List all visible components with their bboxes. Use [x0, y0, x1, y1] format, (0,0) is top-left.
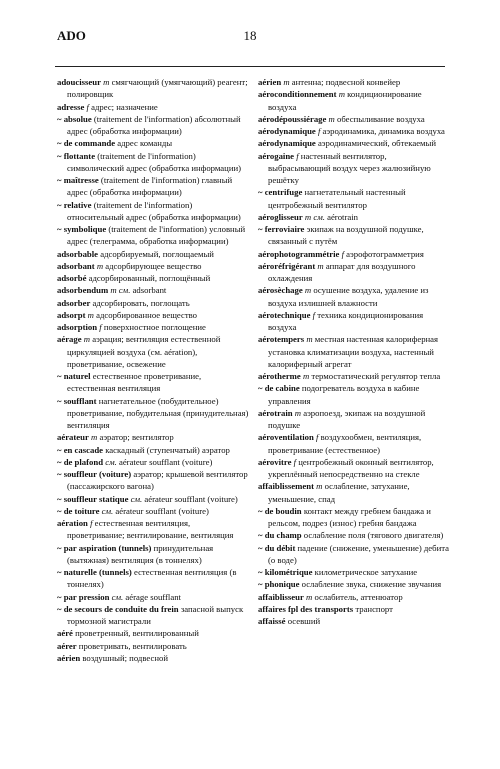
entry-translation: воздухообмен, вентиляция, проветривание (естественное) [268, 432, 422, 455]
entry-headword: ~ naturelle (tunnels) [57, 567, 132, 577]
entry-headword: ~ de plafond [57, 456, 104, 467]
dictionary-entry [258, 150, 450, 187]
entry-translation: ослабление поля (тягового двигателя) [303, 530, 444, 541]
entry-grammar: m [83, 334, 91, 345]
dictionary-entry [258, 333, 450, 370]
entry-headword: aérage [57, 334, 82, 345]
entry-headword: aérien [258, 77, 282, 87]
dictionary-entry [57, 284, 249, 296]
entry-headword: aérotempers [258, 334, 305, 345]
entry-translation: (traitement de l'information) абсолютный адрес (обработка информации) [67, 113, 241, 136]
entry-grammar: f [86, 101, 89, 112]
entry-headword: adsorbable [57, 248, 99, 259]
dictionary-entry [258, 370, 450, 382]
entry-translation: аэродинамический, обтекаемый [317, 138, 437, 149]
entry-headword: ~ de boudin [258, 505, 302, 516]
entry-translation: аэропоезд, экипаж на воздушной подушке [268, 407, 426, 430]
entry-translation: aérateur soufflant (voiture) [118, 456, 213, 467]
entry-translation: ослабитель, аттенюатор [314, 591, 403, 602]
entry-translation: проветренный, вентилированный [75, 628, 199, 639]
dictionary-entry [57, 370, 249, 395]
dictionary-entry [258, 615, 450, 627]
entry-grammar: f [293, 456, 297, 467]
entry-grammar: f [90, 518, 93, 528]
entry-headword: aéré [57, 628, 73, 639]
dictionary-entry [258, 578, 450, 590]
entry-headword: ~ soufflant [57, 395, 97, 406]
entry-translation: осушение воздуха, удаление из воздуха излишней влажности [268, 285, 429, 308]
entry-headword: ~ relative [57, 199, 92, 210]
entry-headword: aérien [57, 652, 81, 663]
entry-translation: aérateur soufflant (voiture) [144, 493, 238, 504]
dictionary-entry [258, 382, 450, 407]
page-number: 18 [243, 28, 257, 43]
entry-headword: aérotechnique [258, 309, 311, 320]
entry-headword: adsorbant [57, 260, 95, 271]
entry-translation: (traitement de l'information) главный адрес (обработка информации) [67, 175, 233, 198]
dictionary-entry [258, 284, 450, 309]
dictionary-entry [57, 627, 249, 639]
entry-headword: ~ de cabine [258, 383, 300, 394]
dictionary-entry [258, 456, 450, 481]
entry-headword: adresse [57, 101, 85, 112]
entry-headword: adsorber [57, 297, 91, 308]
entry-translation: нагнетательный настенный центробежный вентилятор [268, 187, 406, 210]
entry-grammar: m [91, 432, 98, 443]
entry-translation: техника кондиционирования воздуха [268, 309, 424, 332]
entry-translation: естественное проветривание, естественная вентиляция [67, 371, 202, 394]
entry-translation: смягчающий (умягчающий) реагент; полировщик [67, 77, 248, 100]
dictionary-entry [258, 186, 450, 211]
dictionary-entry [258, 431, 450, 456]
entry-translation: (traitement de l'information) относительный адрес (обработка информации) [67, 199, 241, 222]
entry-translation: aérage soufflant [125, 591, 181, 602]
entry-translation: аэрофотограмметрия [346, 248, 424, 259]
entry-grammar: см. [111, 591, 124, 602]
entry-headword: aérodynamique [258, 138, 316, 149]
entry-translation: aérateur soufflant (voiture) [115, 505, 209, 516]
entry-grammar: m [338, 89, 345, 100]
entry-headword: affaiblissement [258, 481, 314, 492]
dictionary-entry [258, 566, 450, 578]
entry-translation: адсорбировать, поглощать [92, 297, 190, 308]
dictionary-entry [258, 603, 450, 615]
entry-headword: ~ naturel [57, 371, 91, 381]
entry-headword: aérer [57, 640, 77, 651]
dictionary-entry [57, 444, 249, 456]
entry-translation: (traitement de l'information) символический адрес (обработка информации) [67, 150, 242, 173]
dictionary-entry [258, 137, 450, 149]
entry-translation: падение (снижение, уменьшение) дебита (о воде) [268, 542, 449, 565]
dictionary-entry [57, 309, 249, 321]
entry-headword: aérateur [57, 432, 89, 443]
dictionary-entry [57, 603, 249, 628]
dictionary-entry [258, 248, 450, 260]
dictionary-entry [57, 321, 249, 333]
entry-headword: ~ du champ [258, 530, 302, 541]
entry-headword: aéroglisseur [258, 211, 303, 222]
entry-translation: осевший [287, 616, 321, 626]
entry-translation: поверхностное поглощение [103, 322, 206, 332]
entry-headword: aération [57, 518, 88, 528]
entry-grammar: см. [130, 493, 143, 504]
entry-headword: aérovitre [258, 456, 292, 467]
entry-headword: aérosèchage [258, 285, 303, 296]
entry-translation: adsorbant [132, 285, 167, 296]
entry-headword: adsorbé [57, 273, 87, 283]
entry-headword: aérophotogrammétrie [258, 248, 340, 259]
entry-headword: aérotrain [258, 407, 293, 418]
entry-translation: антенна; подвесной конвейер [291, 77, 401, 87]
dictionary-entry [57, 137, 249, 149]
dictionary-entry [57, 566, 249, 591]
entry-translation: аэрация; вентиляция естественной циркуляцией воздуха (см. aération), проветривание, освежение [67, 334, 221, 369]
entry-grammar: см. [105, 456, 117, 467]
entry-headword: ~ kilométrique [258, 567, 313, 577]
dictionary-entry [258, 125, 450, 137]
entry-headword: ~ en cascade [57, 444, 104, 455]
entry-headword: adsorption [57, 322, 98, 332]
guide-word: ADO [57, 28, 86, 43]
entry-headword: adoucisseur [57, 77, 101, 87]
entry-headword: aérodépoussiérage [258, 113, 327, 124]
dictionary-entry [57, 272, 249, 284]
entry-headword: ~ par pression [57, 591, 110, 602]
dictionary-entry [57, 150, 249, 175]
entry-grammar: m [302, 371, 310, 381]
entry-headword: aéroconditionnement [258, 89, 337, 100]
entry-headword: adsorbendum [57, 285, 109, 296]
entry-translation: адрес; назначение [91, 101, 158, 112]
entry-translation: ослабление звука, снижение звучания [301, 579, 442, 590]
entry-translation: запасной выпуск тормозной магистрали [67, 603, 244, 626]
right-column [258, 76, 450, 627]
dictionary-entry [57, 456, 249, 468]
entry-translation: каскадный (ступенчатый) аэратор [105, 444, 230, 455]
entry-grammar: см. [101, 505, 114, 516]
entry-translation: местная настенная калориферная установка климатизации воздуха, настенный калориферный агрегат [268, 334, 439, 369]
entry-headword: ~ par aspiration (tunnels) [57, 542, 152, 553]
entry-translation: ослабление, затухание, уменьшение, спад [268, 481, 410, 504]
entry-translation: адсорбируемый, поглощаемый [100, 248, 214, 259]
dictionary-entry [57, 395, 249, 432]
dictionary-entry [57, 333, 249, 370]
dictionary-entry [258, 309, 450, 334]
entry-grammar: m [294, 407, 302, 418]
entry-grammar: m [304, 285, 312, 296]
entry-translation: аэратор; крышевой вентилятор (пассажирского вагона) [67, 469, 248, 492]
entry-headword: aérotherme [258, 371, 301, 381]
entry-headword: ~ ferroviaire [258, 224, 305, 234]
page-header [55, 28, 445, 46]
entry-grammar: m [283, 77, 290, 87]
dictionary-entry [57, 542, 249, 567]
entry-translation: воздушный; подвесной [82, 652, 168, 663]
dictionary-entry [57, 493, 249, 505]
entry-translation: естественная вентиляция (в тоннелях) [67, 567, 237, 590]
dictionary-entry [57, 652, 249, 664]
entry-headword: ~ souffleur statique [57, 493, 129, 504]
dictionary-entry [57, 174, 249, 199]
entry-translation: адсорбированный, поглощённый [88, 273, 211, 283]
entry-headword: ~ symbolique [57, 224, 107, 234]
entry-grammar: m [306, 591, 313, 602]
entry-grammar: m [306, 334, 313, 345]
entry-translation: экипаж на воздушной подушке, связанный с путём [268, 224, 424, 247]
entry-headword: ~ maîtresse [57, 175, 99, 185]
entry-headword: aéroventilation [258, 432, 314, 443]
left-column [57, 76, 249, 664]
entry-translation: адсорбирующее вещество [105, 260, 202, 271]
entry-headword: ~ flottante [57, 150, 96, 161]
dictionary-entry [57, 640, 249, 652]
entry-headword: ~ souffleur (voiture) [57, 469, 132, 479]
entry-headword: aéroréfrigérant [258, 260, 316, 271]
entry-grammar: f [296, 150, 299, 161]
entry-headword: affaissé [258, 616, 286, 626]
entry-grammar: f [317, 126, 321, 136]
entry-translation: адсорбированное вещество [96, 309, 198, 320]
dictionary-entry [258, 542, 450, 567]
dictionary-entry [57, 248, 249, 260]
entry-headword: ~ de secours de conduite du frein [57, 603, 179, 614]
entry-translation: естественная вентиляция, проветривание; вентилирование, вентиляция [67, 518, 234, 541]
entry-translation: aérotrain [327, 211, 358, 222]
entry-grammar: m [103, 77, 110, 87]
entry-translation: настенный вентилятор, выбрасывающий воздух через жалюзийную решётку [268, 150, 431, 185]
entry-grammar: m [96, 260, 104, 271]
dictionary-entry [57, 297, 249, 309]
entry-translation: аэратор; вентилятор [99, 432, 174, 443]
entry-translation: нагнетательное (побудительное) проветривание, побудительная (принудительная) вентиляция [67, 395, 249, 430]
entry-translation: термостатический регулятор тепла [311, 371, 441, 381]
header-rule [55, 66, 445, 67]
dictionary-entry [57, 517, 249, 542]
dictionary-entry [258, 211, 450, 223]
entry-grammar: m [328, 113, 335, 124]
entry-translation: адрес команды [117, 138, 173, 149]
entry-translation: центробежный оконный вентилятор, укреплённый непосредственно на стекле [268, 456, 434, 479]
entry-headword: ~ du débit [258, 542, 296, 553]
entry-grammar: m [87, 309, 94, 320]
dictionary-entry [57, 113, 249, 138]
entry-grammar: f [99, 322, 102, 332]
entry-headword: ~ absolue [57, 113, 92, 124]
dictionary-entry [57, 223, 249, 248]
entry-translation: принудительная (вытяжная) вентиляция (в тоннелях) [67, 542, 214, 565]
dictionary-entry [258, 76, 450, 88]
dictionary-entry [57, 431, 249, 443]
entry-headword: ~ de toiture [57, 505, 100, 516]
dictionary-entry [57, 260, 249, 272]
entry-translation: аэродинамика, динамика воздуха [322, 126, 445, 136]
dictionary-entry [258, 505, 450, 530]
dictionary-entry [57, 505, 249, 517]
entry-translation: обеспыливание воздуха [337, 113, 425, 124]
entry-headword: affaires fpl des transports [258, 603, 354, 614]
entry-grammar: m [317, 260, 324, 271]
entry-grammar: m см. [110, 285, 131, 296]
entry-headword: ~ centrifuge [258, 187, 303, 198]
entry-headword: adsorpt [57, 309, 86, 320]
dictionary-entry [57, 199, 249, 224]
entry-translation: аппарат для воздушного охлаждения [268, 260, 416, 283]
entry-translation: километрическое затухание [314, 567, 418, 577]
entry-headword: ~ de commande [57, 138, 116, 149]
entry-grammar: m см. [304, 211, 325, 222]
entry-translation: кондиционирование воздуха [268, 89, 422, 112]
entry-translation: транспорт [355, 603, 393, 614]
entry-grammar: m [316, 481, 323, 492]
dictionary-entry [258, 113, 450, 125]
dictionary-entry [57, 76, 249, 101]
entry-headword: aérogaine [258, 150, 295, 161]
dictionary-entry [57, 468, 249, 493]
entry-translation: (traitement de l'information) условный адрес (телеграмма, обработка информации) [67, 224, 246, 247]
entry-headword: ~ phonique [258, 579, 300, 590]
entry-grammar: f [316, 432, 319, 443]
entry-headword: affaiblisseur [258, 591, 304, 602]
entry-grammar: f [341, 248, 344, 259]
entry-headword: aérodynamique [258, 126, 316, 136]
entry-grammar: f [312, 309, 316, 320]
dictionary-entry [57, 591, 249, 603]
entry-translation: проветривать, вентилировать [78, 640, 187, 651]
dictionary-entry [258, 88, 450, 113]
dictionary-entry [57, 101, 249, 113]
entry-translation: подогреватель воздуха в кабине управления [268, 383, 420, 406]
dictionary-entry [258, 260, 450, 285]
dictionary-entry [258, 529, 450, 541]
dictionary-entry [258, 480, 450, 505]
dictionary-entry [258, 407, 450, 432]
dictionary-entry [258, 591, 450, 603]
dictionary-entry [258, 223, 450, 248]
entry-translation: контакт между гребнем бандажа и рельсом, подрез (износ) гребня бандажа [268, 505, 431, 528]
